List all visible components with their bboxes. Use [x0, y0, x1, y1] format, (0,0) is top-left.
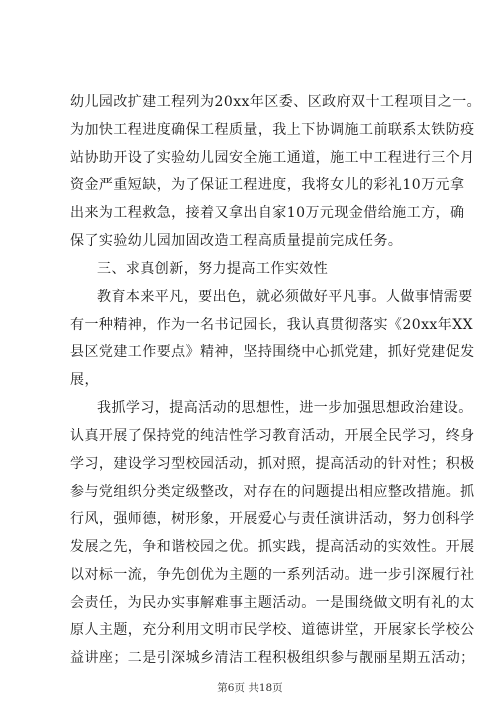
body-text-line: 出来为工程救急，接着又拿出自家10万元现金借给施工方，确 — [70, 205, 465, 221]
body-text-line: 参与党组织分类定级整改，对存在的问题提出相应整改措施。抓 — [70, 484, 475, 500]
body-text-line: 县区党建工作要点》精神，坚持围绕中心抓党建，抓好党建促发 — [70, 344, 475, 360]
body-text-line: 发展之先，争和谐校园之优。抓实践，提高活动的实效性。开展 — [70, 539, 475, 555]
body-text-line: 为加快工程进度确保工程质量，我上下协调施工前联系太铁防疫 — [70, 122, 475, 138]
body-text-line: 认真开展了保持党的纯洁性学习教育活动，开展全民学习，终身 — [70, 428, 475, 444]
body-text-line: 原人主题，充分利用文明市民学校、道德讲堂，开展家长学校公 — [70, 622, 475, 638]
body-text-line: 会责任，为民办实事解难事主题活动。一是围绕做文明有礼的太 — [70, 595, 475, 611]
body-text-line: 站协助开设了实验幼儿园安全施工通道，施工中工程进行三个月 — [70, 150, 475, 166]
body-text-line: 行风，强师德，树形象，开展爱心与责任演讲活动，努力创科学 — [70, 511, 475, 527]
section-heading: 三、求真创新，努力提高工作实效性 — [97, 261, 329, 277]
body-text-line: 幼儿园改扩建工程列为20xx年区委、区政府双十工程项目之一。 — [70, 94, 482, 110]
body-text-line: 资金严重短缺，为了保证工程进度，我将女儿的彩礼10万元拿 — [70, 177, 465, 193]
body-text-line: 益讲座；二是引深城乡清洁工程积极组织参与靓丽星期五活动； — [70, 650, 475, 666]
body-text-line: 展， — [70, 372, 99, 388]
body-text-line: 以对标一流，争先创优为主题的一系列活动。进一步引深履行社 — [70, 567, 475, 583]
body-text-line: 有一种精神，作为一名书记园长，我认真贯彻落实《20xx年XX — [70, 317, 474, 333]
body-text-line: 保了实验幼儿园加固改造工程高质量提前完成任务。 — [70, 233, 403, 249]
body-text-line: 教育本来平凡，要出色，就必须做好平凡事。人做事情需要 — [97, 289, 473, 305]
body-text-line: 学习，建设学习型校园活动，抓对照，提高活动的针对性；积极 — [70, 456, 475, 472]
body-text-line: 我抓学习，提高活动的思想性，进一步加强思想政治建设。 — [97, 400, 473, 416]
page-number-footer: 第6页 共18页 — [217, 682, 283, 694]
